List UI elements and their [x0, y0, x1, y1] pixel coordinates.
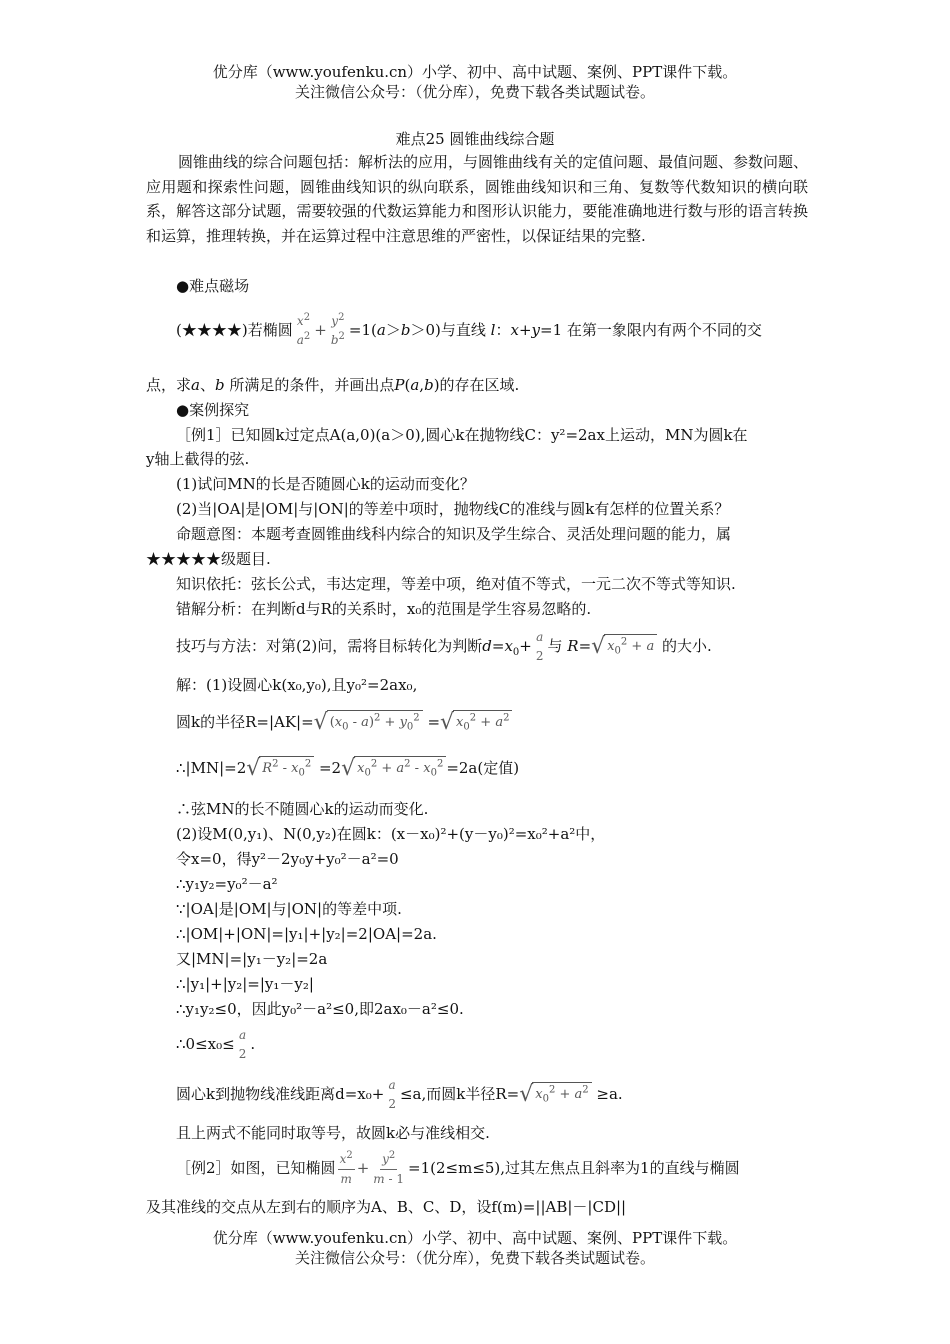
- fraction-a-over-2: a 2: [535, 630, 544, 663]
- solution-line-14: 圆心k到抛物线准线距离d=x₀+ a 2 ≤a,而圆k半径R= √ $x_0^2 + a^2$ ≥a.: [176, 1078, 623, 1111]
- example1-question-2: (2)当|OA|是|OM|与|ON|的等差中项时，抛物线C的准线与圆k有怎样的位置关系？: [176, 500, 730, 518]
- intro-paragraph: 圆锥曲线的综合问题包括：解析法的应用，与圆锥曲线有关的定值问题、最值问题、参数问题、应用题和探索性问题，圆锥曲线知识的纵向联系，圆锥曲线知识和三角、复数等代数知识的横向联系，解答这部分试题，需要较强的代数运算能力和图形认识能力，要能准确地进行数与形的语言转换和运算，推理转换，并在运算过程中注意思维的严密性，以保证结果的完整.: [146, 153, 809, 245]
- solution-line-15: 且上两式不能同时取等号，故圆k必与准线相交.: [176, 1124, 490, 1142]
- problem-line-1: (★★★★)若椭圆 $x^2$ $a^2$ + $y^2$ $b^2$ =1(a＞b＞0)与直线 l：x+y=1 在第一象限内有两个不同的交: [176, 312, 762, 347]
- solution-line-1: 解：(1)设圆心k(x₀,y₀),且y₀²=2ax₀,: [176, 676, 418, 694]
- solution-line-2: 圆k的半径R=|AK|= √ $(x_0 - a)^2 + y_0^2$ = √ $x_0^2 + a^2$: [176, 704, 842, 740]
- example2-label: ［例2］: [176, 1159, 231, 1177]
- solution-line-6: 令x=0，得y²－2y₀y+y₀²－a²=0: [176, 850, 399, 868]
- sqrt-radius-expression: √ $(x_0 - a)^2 + y_0^2$: [314, 710, 423, 736]
- fraction-y2-b2: $y^2$ $b^2$: [330, 312, 345, 347]
- problem-line-2: 点，求a、b 所满足的条件，并画出点P(a,b)的存在区域.: [146, 376, 520, 394]
- solution-line-11: ∴|y₁|+|y₂|=|y₁－y₂|: [176, 975, 314, 993]
- fraction-y2-over-m-minus-1: $\frac{y^2}{m - 1}$: [373, 1149, 405, 1186]
- solution-line-7: ∴y₁y₂=y₀²－a²: [176, 875, 278, 893]
- solution-line-3: ∴|MN|=2 √ $R^2 - x_0^2$ =2 √ $x_0^2 + a^2 - x_0^2$ =2a(定值): [176, 756, 520, 781]
- solution-line-9: ∴|OM|+|ON|=|y₁|+|y₂|=2|OA|=2a.: [176, 925, 437, 943]
- example1-label: ［例1］: [176, 426, 231, 444]
- fraction-x2-a2: $x^2$ $a^2$: [296, 312, 311, 347]
- footer-line-2: 关注微信公众号：（优分库），免费下载各类试题试卷。: [294, 1249, 655, 1267]
- fraction-a-over-2: a 2: [388, 1078, 396, 1111]
- section-title: 难点25 圆锥曲线综合题: [395, 130, 555, 148]
- solution-line-8: ∵|OA|是|OM|与|ON|的等差中项.: [176, 900, 402, 918]
- sqrt-x0sq-plus-a2: √ $x_0^2 + a^2$: [519, 1082, 591, 1108]
- example1-stem-line-1: ［例1］已知圆k过定点A(a,0)(a＞0),圆心k在抛物线C：y²=2ax上运动，MN为圆k在: [176, 426, 748, 444]
- example1-method: 技巧与方法：对第(2)问，需将目标转化为判断$d=x_0+$ a 2 与 R= √ $x_0^2 + a$ 的大小.: [176, 630, 712, 663]
- fraction-x2-over-m: $\frac{x^2}{m}$: [339, 1149, 353, 1186]
- header-line-2: 关注微信公众号：（优分库），免费下载各类试题试卷。: [294, 83, 655, 101]
- solution-line-5: (2)设M(0,y₁)、N(0,y₂)在圆k：(x－x₀)²+(y－y₀)²=x₀²+a²中，: [176, 825, 606, 843]
- example1-knowledge: 知识依托：弦长公式，韦达定理，等差中项，绝对值不等式，一元二次不等式等知识.: [176, 575, 736, 593]
- example2-line-1: ［例2］如图，已知椭圆 $\frac{x^2}{m}$ + $\frac{y^2}{m - 1}$ =1(2≤m≤5),过其左焦点且斜率为1的直线与椭圆: [176, 1149, 740, 1186]
- sqrt-R2-minus-x02: √ $R^2 - x_0^2$: [246, 756, 314, 782]
- section-heading-difficulty: ●难点磁场: [176, 277, 250, 295]
- solution-line-12: ∴y₁y₂≤0，因此y₀²－a²≤0,即2ax₀－a²≤0.: [176, 1000, 464, 1018]
- problem-stars: (★★★★): [176, 321, 248, 339]
- solution-line-10: 又|MN|=|y₁－y₂|=2a: [176, 950, 328, 968]
- example1-intent-2: ★★★★★级题目.: [146, 550, 271, 568]
- section-heading-cases: ●案例探究: [176, 401, 250, 419]
- header-line-1: 优分库（www.youfenku.cn）小学、初中、高中试题、案例、PPT课件下载。: [212, 63, 738, 81]
- sqrt-x0sq-plus-a2: √ $x_0^2 + a^2$: [440, 710, 512, 736]
- example1-intent-1: 命题意图：本题考查圆锥曲线科内综合的知识及学生综合、灵活处理问题的能力，属: [176, 525, 732, 543]
- example1-error-analysis: 错解分析：在判断d与R的关系时，x₀的范围是学生容易忽略的.: [176, 600, 592, 618]
- fraction-a-over-2: a 2: [238, 1028, 247, 1061]
- example1-stem-line-2: y轴上截得的弦.: [146, 450, 250, 468]
- sqrt-chord-expression: √ $x_0^2 + a^2 - x_0^2$: [341, 756, 446, 782]
- sqrt-x0sq-plus-a: √ $x_0^2 + a$: [591, 634, 657, 660]
- solution-line-4: ∴弦MN的长不随圆心k的运动而变化.: [176, 800, 429, 818]
- example1-question-1: (1)试问MN的长是否随圆心k的运动而变化？: [176, 475, 475, 493]
- solution-line-13: ∴0≤x₀≤ a 2 .: [176, 1028, 256, 1061]
- example2-line-2: 及其准线的交点从左到右的顺序为A、B、C、D，设f(m)=||AB|－|CD||: [146, 1198, 627, 1216]
- footer-line-1: 优分库（www.youfenku.cn）小学、初中、高中试题、案例、PPT课件下载。: [212, 1229, 738, 1247]
